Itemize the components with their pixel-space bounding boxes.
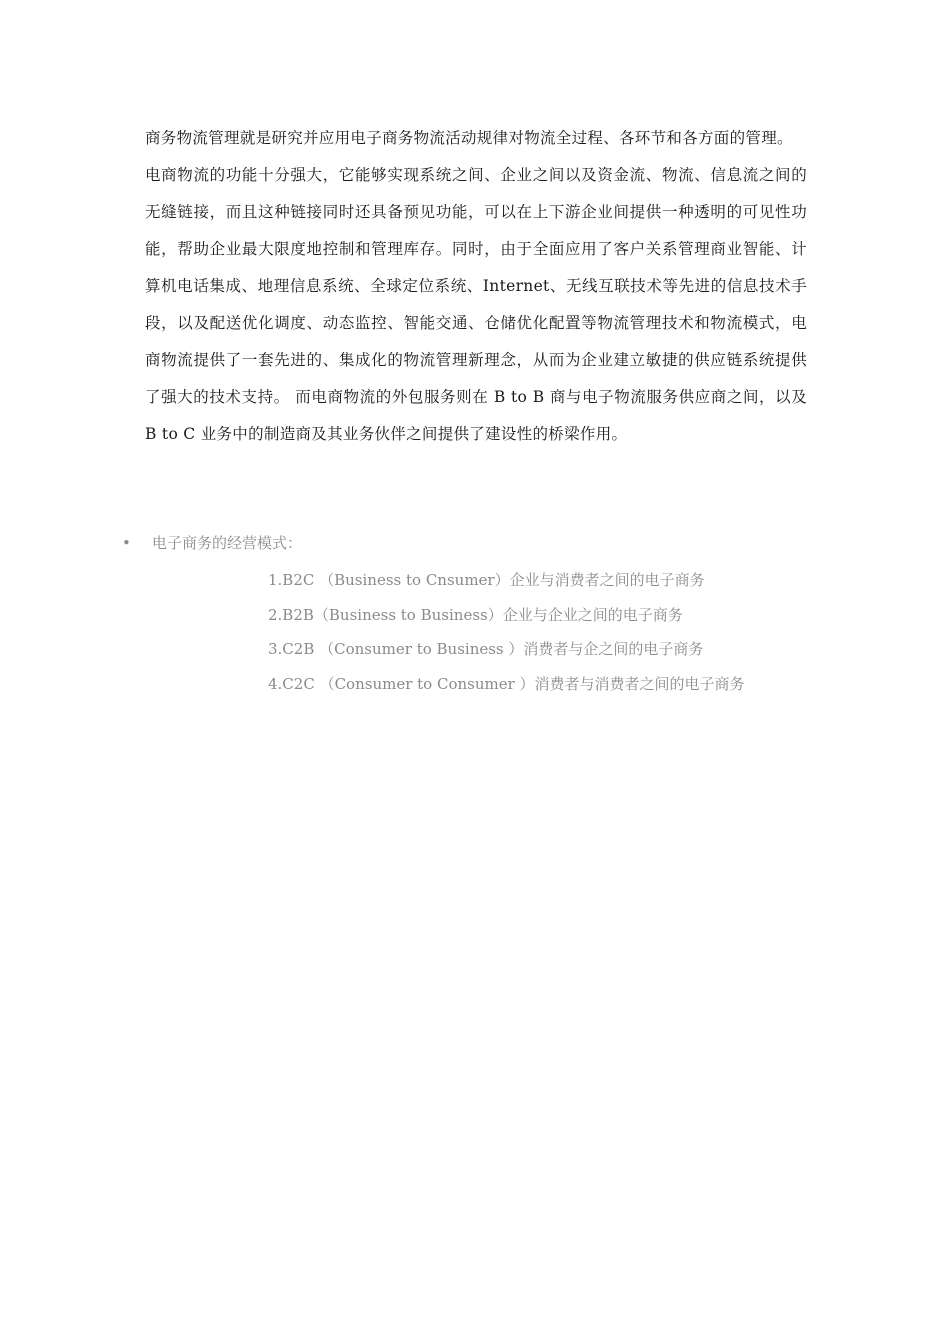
bullet-heading: 电子商务的经营模式： <box>152 534 303 552</box>
bullet-icon: • <box>122 534 131 552</box>
bullet-heading-row <box>122 528 302 558</box>
list-item-c2c: 4.C2C （Consumer to Consumer ）消费者与消费者之间的电子商务 <box>268 674 745 693</box>
list-item-c2b: 3.C2B （Consumer to Business ）消费者与企之间的电子商务 <box>268 640 704 658</box>
list-item-b2b: 2.B2B（Business to Business）企业与企业之间的电子商务 <box>268 605 683 624</box>
business-mode-list <box>268 563 745 701</box>
body-text <box>145 120 807 453</box>
list-item-b2c: 1.B2C （Business to Cnsumer）企业与消费者之间的电子商务 <box>268 571 705 589</box>
paragraph-logistics-management: 商务物流管理就是研究并应用电子商务物流活动规律对物流全过程、各环节和各方面的管理。 <box>145 129 793 147</box>
paragraph-ecommerce-logistics: 电商物流的功能十分强大，它能够实现系统之间、企业之间以及资金流、物流、信息流之间的无缝链接，而且这种链接同时还具备预见功能，可以在上下游企业间提供一种透明的可见性功能，帮助企业最大限度地控制和管理库存。同时，由于全面应用了客户关系管理商业智能、计算机电话集成、地理信息系统、全球定位系统、Internet、无线互联技术等先进的信息技术手段，以及配送优化调度、动态监控、智能交通、仓储优化配置等物流管理技术和物流模式，电商物流提供了一套先进的、集成化的物流管理新理念，从而为企业建立敏捷的供应链系统提供了强大的技术支持。 而电商物流的外包服务则在 B to B 商与电子物流服务供应商之间，以及 B to C 业务中的制造商及其业务伙伴之间提供了建设性的桥梁作用。 <box>145 166 807 443</box>
